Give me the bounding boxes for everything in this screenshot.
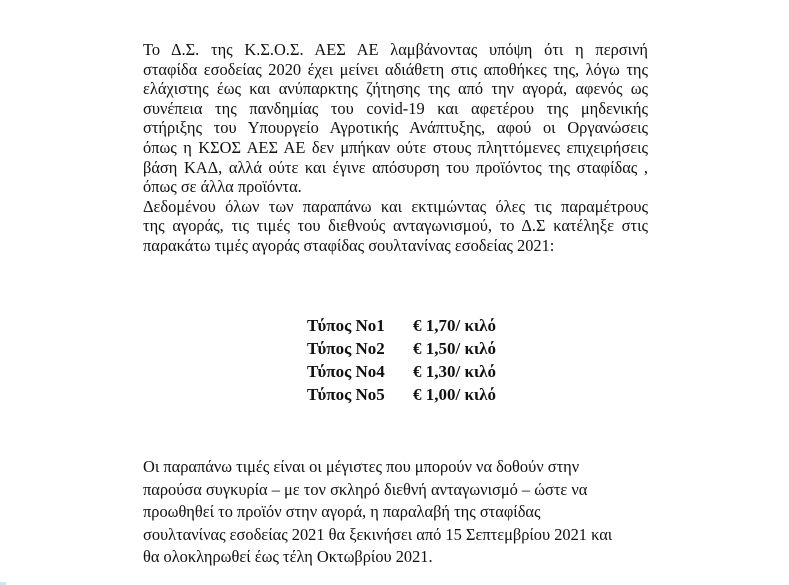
intro-paragraph: [143, 40, 648, 256]
price-value: € 1,50/ κιλό: [413, 339, 497, 358]
price-type: Τύπος Νο2: [307, 339, 385, 358]
closing-line: προωθηθεί το προϊόν στην αγορά, η παραλαβή της σταφίδας: [143, 502, 541, 521]
price-row: [307, 314, 496, 337]
conclusion-line: της αγοράς, τις τιμές του διεθνούς ανταγωνισμού, το Δ.Σ κατέληξε στις: [143, 216, 648, 236]
closing-line: Οι παραπάνω τιμές είναι οι μέγιστες που μπορούν να δοθούν στην: [143, 457, 580, 476]
intro-line: σταφίδα εσοδείας 2020 έχει μείνει αδιάθετη στις αποθήκες της, λόγω της: [143, 59, 648, 79]
price-type: Τύπος Νο5: [307, 385, 385, 404]
intro-line: βάση ΚΑΔ, αλλά ούτε και έγινε απόσυρση του προϊόντος της σταφίδας ,: [143, 157, 648, 177]
closing-line: σουλτανίνας εσοδείας 2021 θα ξεκινήσει από 15 Σεπτεμβρίου 2021 και: [143, 524, 613, 544]
price-row: [307, 337, 496, 360]
price-row: [307, 383, 496, 406]
intro-line: Το Δ.Σ. της Κ.Σ.Ο.Σ. ΑΕΣ ΑΕ λαμβάνοντας υπόψη ότι η περσινή: [143, 40, 648, 59]
intro-line: ελάχιστης έως και ανύπαρκτης ζήτησης της από την αγορά, αφενός ως: [143, 79, 648, 99]
price-value: € 1,30/ κιλό: [413, 362, 497, 381]
intro-line: όπως η ΚΣΟΣ ΑΕΣ ΑΕ δεν μπήκαν ούτε στους πληττόμενες επιχειρήσεις: [143, 137, 648, 157]
conclusion-line: Δεδομένου όλων των παραπάνω και εκτιμώντας όλες τις παραμέτρους: [143, 196, 648, 216]
closing-line: παρούσα συγκυρία – με τον σκληρό διεθνή ανταγωνισμό – ώστε να: [143, 479, 588, 499]
conclusion-line: παρακάτω τιμές αγοράς σταφίδας σουλτανίνας εσοδείας 2021:: [143, 235, 555, 255]
intro-line: όπως σε άλλα προϊόντα.: [143, 177, 302, 197]
closing-line: θα ολοκληρωθεί έως τέλη Οκτωβρίου 2021.: [143, 547, 433, 566]
price-list: [307, 314, 496, 406]
closing-paragraph: [143, 456, 663, 569]
price-type: Τύπος Νο1: [307, 316, 385, 335]
price-type: Τύπος Νο4: [307, 362, 385, 381]
intro-line: στήριξης του Υπουργείο Αγροτικής Ανάπτυξης, αφού οι Οργανώσεις: [143, 118, 648, 138]
intro-line: συνέπεια της πανδημίας του covid-19 και αφετέρου της μηδενικής: [143, 98, 648, 118]
price-value: € 1,70/ κιλό: [413, 316, 497, 335]
price-value: € 1,00/ κιλό: [413, 385, 497, 404]
price-row: [307, 360, 496, 383]
